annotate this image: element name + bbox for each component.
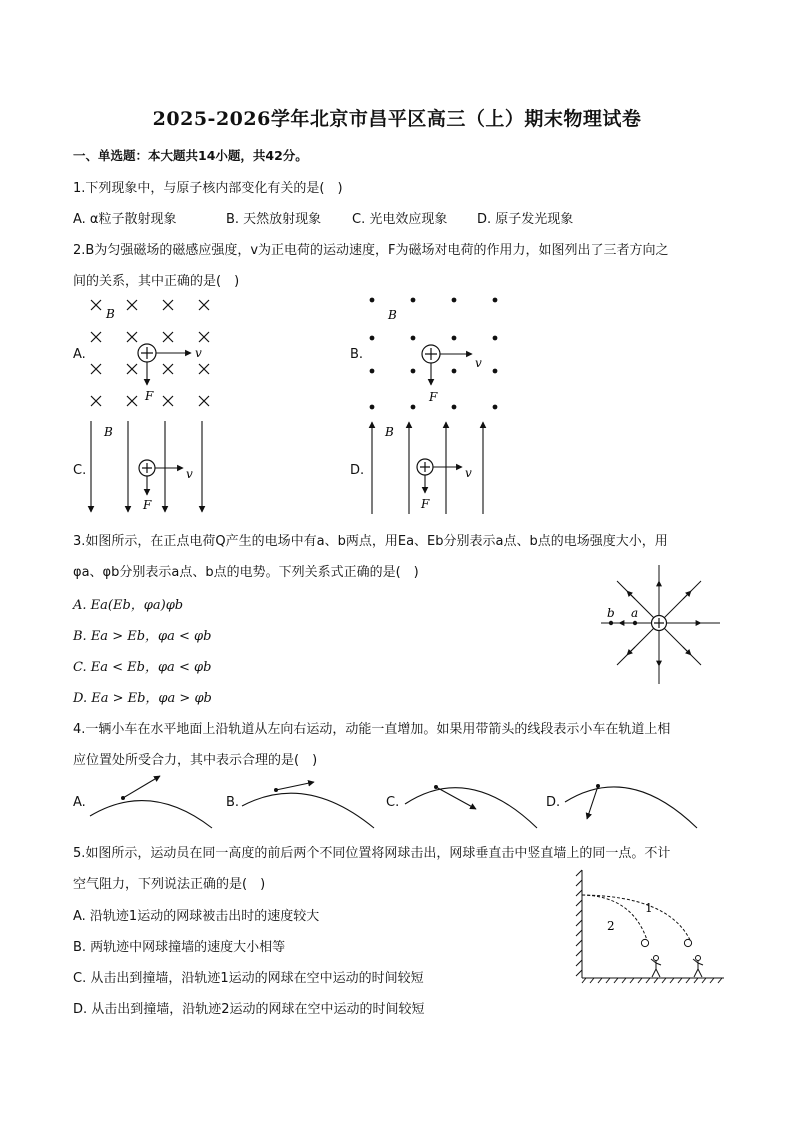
q5-figure [572, 866, 728, 986]
q5-option-d: D. 从击出到撞墙，沿轨迹2运动的网球在空中运动的时间较短 [73, 1002, 425, 1017]
f-label: F [145, 389, 154, 403]
q3-option-a: A. Ea(Eb，φa)φb [73, 598, 184, 613]
q5-stem-line1: 5.如图所示，运动员在同一高度的前后两个不同位置将网球击出，网球垂直击中竖直墙上的同一点。不计 [73, 846, 671, 861]
q1-option-b: B. 天然放射现象 [226, 212, 322, 227]
point-a [633, 621, 637, 625]
q3-stem-line1: 3.如图所示，在正点电荷Q产生的电场中有a、b两点，用Ea、Eb分别表示a点、b点的电场强度大小，用 [73, 534, 668, 549]
b-label: B [385, 425, 394, 439]
q4-stem-line2: 应位置处所受合力，其中表示合理的是( ) [73, 753, 318, 768]
positive-charge [417, 459, 433, 475]
q2-stem-line2: 间的关系，其中正确的是( ) [73, 274, 240, 289]
q2-figure-a [85, 292, 225, 412]
trajectory-2-label: 2 [607, 919, 615, 933]
q5-option-c: C. 从击出到撞墙，沿轨迹1运动的网球在空中运动的时间较短 [73, 971, 424, 986]
track-curve [90, 801, 212, 828]
tennis-ball-1 [684, 939, 691, 946]
q2-option-a-label: A. [73, 347, 86, 362]
track-curve [242, 793, 374, 828]
positive-charge [139, 460, 155, 476]
trajectory-1-label: 1 [645, 901, 653, 915]
v-label: v [475, 356, 482, 370]
page-title: 2025-2026学年北京市昌平区高三（上）期末物理试卷 [152, 108, 642, 130]
v-label: v [465, 466, 472, 480]
net-force-arrow [436, 787, 476, 809]
q2-figure-c [85, 418, 215, 518]
q5-stem-line2: 空气阻力，下列说法正确的是( ) [73, 877, 266, 892]
q4-figure-d [563, 770, 703, 832]
b-label: B [104, 425, 113, 439]
q4-figure-c [403, 770, 543, 832]
point-b [609, 621, 613, 625]
q4-option-b-label: B. [226, 795, 240, 810]
net-force-arrow [276, 782, 314, 790]
v-label: v [186, 467, 193, 481]
track-curve [565, 787, 697, 828]
positive-charge [138, 344, 156, 362]
player-2 [651, 956, 661, 978]
q3-option-c: C. Ea < Eb，φa < φb [73, 660, 212, 675]
q3-option-b: B. Ea > Eb，φa < φb [73, 629, 212, 644]
q4-stem-line1: 4.一辆小车在水平地面上沿轨道从左向右运动，动能一直增加。如果用带箭头的线段表示小车在轨道上相 [73, 722, 671, 737]
q3-field-figure [595, 563, 725, 687]
q2-figure-b [362, 292, 507, 412]
q1-option-a: A. α粒子散射现象 [73, 212, 177, 227]
b-label: B [106, 307, 115, 321]
q4-figure-b [240, 770, 380, 832]
positive-charge [422, 345, 440, 363]
q3-option-d: D. Ea > Eb，φa > φb [73, 691, 212, 706]
q1-option-d: D. 原子发光现象 [477, 212, 574, 227]
q1-stem: 1.下列现象中，与原子核内部变化有关的是( ) [73, 181, 343, 196]
q4-figure-a [88, 770, 216, 832]
f-label: F [421, 497, 430, 511]
q2-option-d-label: D. [350, 463, 365, 478]
positive-point-charge [652, 616, 667, 631]
q2-figure-d [366, 418, 496, 518]
f-label: F [429, 390, 438, 404]
q2-option-c-label: C. [73, 463, 87, 478]
a-point-label: a [631, 606, 639, 620]
trajectory-1 [582, 895, 690, 940]
wall [576, 870, 582, 978]
b-point-label: b [607, 606, 615, 620]
v-label: v [195, 346, 202, 360]
q4-option-c-label: C. [386, 795, 400, 810]
b-label: B [388, 308, 397, 322]
section-heading: 一、单选题：本大题共14小题，共42分。 [73, 148, 308, 163]
player-1 [693, 956, 703, 978]
ground [582, 978, 724, 983]
q1-option-c: C. 光电效应现象 [352, 212, 448, 227]
q3-stem-line2: φa、φb分别表示a点、b点的电势。下列关系式正确的是( ) [73, 565, 419, 580]
q2-option-b-label: B. [350, 347, 364, 362]
net-force-arrow [123, 776, 160, 798]
track-curve [405, 788, 537, 828]
q4-option-d-label: D. [546, 795, 561, 810]
f-label: F [143, 498, 152, 512]
tennis-ball-2 [641, 939, 648, 946]
q5-option-a: A. 沿轨迹1运动的网球被击出时的速度较大 [73, 909, 320, 924]
q5-option-b: B. 两轨迹中网球撞墙的速度大小相等 [73, 940, 286, 955]
q2-stem-line1: 2.B为匀强磁场的磁感应强度，v为正电荷的运动速度，F为磁场对电荷的作用力，如图列出了三者方向之 [73, 243, 669, 258]
q4-option-a-label: A. [73, 795, 86, 810]
